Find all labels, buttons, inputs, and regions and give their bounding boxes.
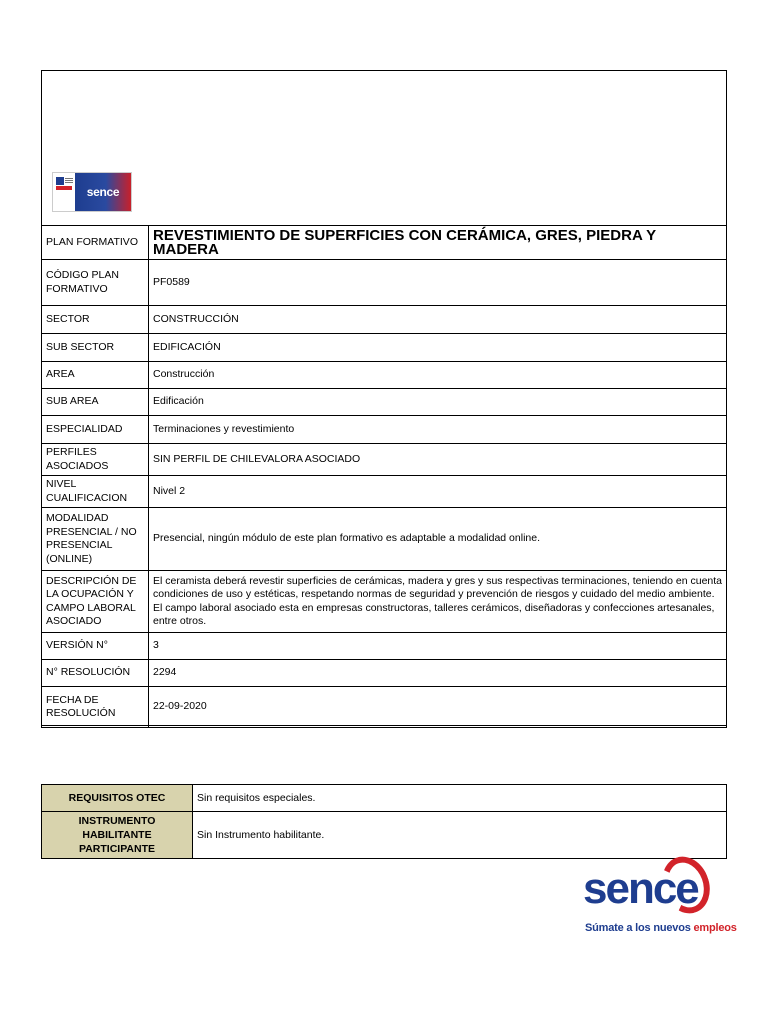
requirement-label: INSTRUMENTO HABILITANTE PARTICIPANTE (42, 812, 193, 859)
table-row (42, 812, 727, 859)
plan-title: REVESTIMIENTO DE SUPERFICIES CON CERÁMICA, GRES, PIEDRA Y MADERA (149, 226, 727, 260)
row-label: SECTOR (42, 306, 149, 334)
requirements-table (41, 784, 727, 859)
table-row (42, 389, 727, 416)
row-label: ESPECIALIDAD (42, 416, 149, 444)
row-value: EDIFICACIÓN (149, 334, 727, 362)
tagline-end: empleos (693, 922, 737, 934)
plan-info-table (41, 225, 727, 728)
row-value: 2294 (149, 660, 727, 687)
table-row (42, 785, 727, 812)
row-value: CONSTRUCCIÓN (149, 306, 727, 334)
row-value: Nivel 2 (149, 476, 727, 508)
table-row (42, 687, 727, 728)
row-value: El ceramista deberá revestir superficies de cerámicas, madera y gres y sus respectivas terminaciones, teniendo en cuenta condiciones de uso y estéticas, respetando normas de seguridad y prevención de riesgos y cuidado del medio ambiente. El campo laboral asociado esta en empresas constructoras, talleres cerámicos, diseñadoras y confecciones artesanales, entre otros. (149, 571, 727, 633)
row-value: PF0589 (149, 260, 727, 306)
row-label: PERFILES ASOCIADOS (42, 444, 149, 476)
table-row (42, 334, 727, 362)
table-row (42, 633, 727, 660)
row-label: N° RESOLUCIÓN (42, 660, 149, 687)
row-value: 22-09-2020 (149, 687, 727, 728)
gobierno-emblem-icon (53, 173, 75, 211)
row-label: AREA (42, 362, 149, 389)
table-row-plan-formativo (42, 226, 727, 260)
row-label: MODALIDAD PRESENCIAL / NO PRESENCIAL (ONLINE) (42, 508, 149, 571)
table-row (42, 306, 727, 334)
tagline-start: Súmate a los nuevos (585, 922, 694, 934)
row-label: CÓDIGO PLAN FORMATIVO (42, 260, 149, 306)
plan-formativo-sheet (41, 70, 727, 726)
table-row (42, 660, 727, 687)
sence-small-logo-text: sence (75, 173, 131, 211)
table-row (42, 571, 727, 633)
row-value: SIN PERFIL DE CHILEVALORA ASOCIADO (149, 444, 727, 476)
row-value: Edificación (149, 389, 727, 416)
row-value: 3 (149, 633, 727, 660)
sence-logo-text: sence (583, 864, 698, 913)
requirement-value: Sin requisitos especiales. (193, 785, 727, 812)
row-value: Terminaciones y revestimiento (149, 416, 727, 444)
row-label: NIVEL CUALIFICACION (42, 476, 149, 508)
sheet-header (42, 71, 726, 225)
row-label: FECHA DE RESOLUCIÓN (42, 687, 149, 728)
row-label: SUB SECTOR (42, 334, 149, 362)
table-row (42, 416, 727, 444)
table-row (42, 508, 727, 571)
table-row (42, 476, 727, 508)
requirement-label: REQUISITOS OTEC (42, 785, 193, 812)
table-row (42, 444, 727, 476)
row-value: Construcción (149, 362, 727, 389)
row-label: SUB AREA (42, 389, 149, 416)
sence-small-logo (52, 172, 132, 212)
requirement-value: Sin Instrumento habilitante. (193, 812, 727, 859)
row-label: DESCRIPCIÓN DE LA OCUPACIÓN Y CAMPO LABORAL ASOCIADO (42, 571, 149, 633)
row-label: PLAN FORMATIVO (42, 226, 149, 260)
table-row (42, 260, 727, 306)
sence-logo (583, 856, 737, 942)
row-value: Presencial, ningún módulo de este plan formativo es adaptable a modalidad online. (149, 508, 727, 571)
table-row (42, 362, 727, 389)
sence-tagline (585, 922, 737, 934)
row-label: VERSIÓN N° (42, 633, 149, 660)
